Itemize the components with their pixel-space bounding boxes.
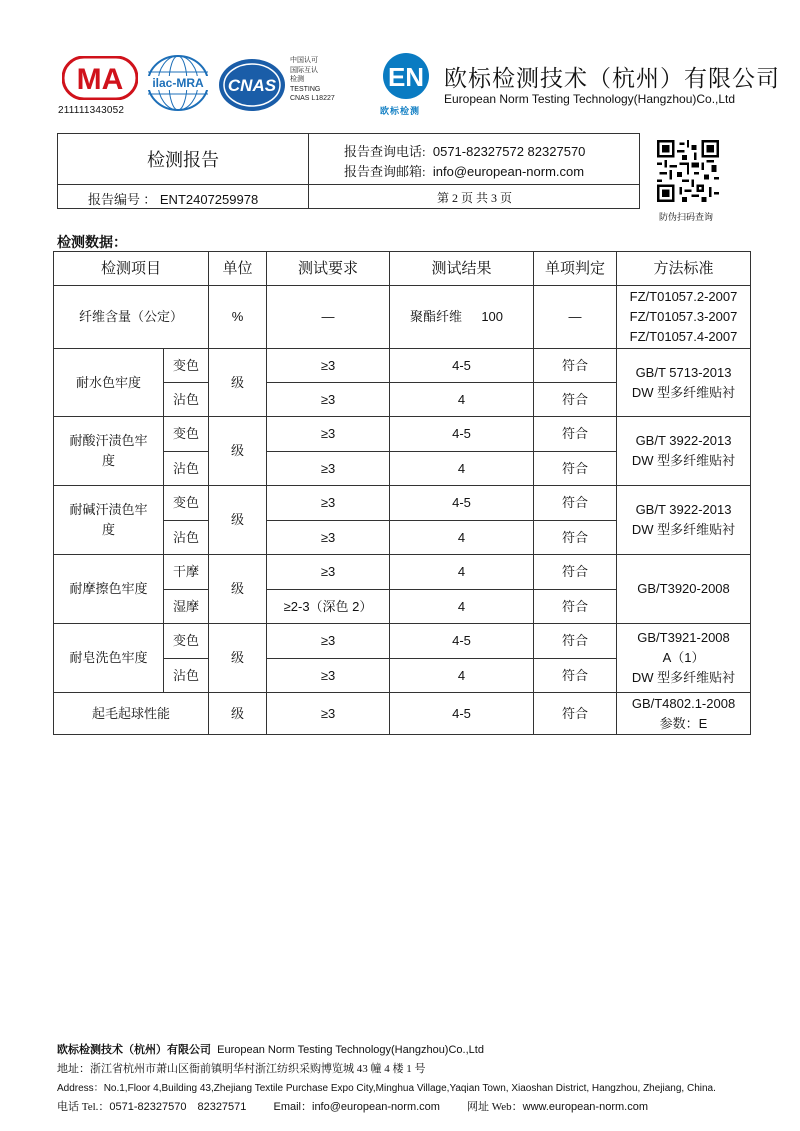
- result-cell: 4: [390, 521, 534, 555]
- footer-company: 欧标检测技术（杭州）有限公司 European Norm Testing Technology(Hangzhou)Co.,Ltd: [57, 1044, 484, 1056]
- table-row: [54, 417, 751, 452]
- sub-item-cell: 变色: [164, 349, 209, 383]
- footer-address-cn: 地址：浙江省杭州市萧山区衙前镇明华村浙江纺织采购博览城 43 幢 4 楼 1 号: [57, 1063, 426, 1075]
- result-cell: 4: [390, 590, 534, 624]
- requirement-cell: ≥3: [267, 486, 390, 521]
- requirement-cell: ≥3: [267, 452, 390, 486]
- sub-item-cell: 湿摩: [164, 590, 209, 624]
- table-header-row: [54, 252, 751, 286]
- section-title: 检测数据：: [57, 236, 127, 251]
- report-query-info: [344, 142, 585, 182]
- requirement-cell: ≥3: [267, 521, 390, 555]
- table-row: [54, 486, 751, 521]
- phone-value: 0571-82327572 82327570: [432, 144, 586, 159]
- report-number-label: 报告编号 ：: [88, 192, 157, 207]
- ilac-mra-logo: [142, 52, 214, 114]
- requirement-cell: ≥3: [267, 417, 390, 452]
- judgement-cell: 符合: [534, 521, 617, 555]
- col-header-requirement: 测试要求: [267, 252, 390, 286]
- sub-item-cell: 干摩: [164, 555, 209, 590]
- report-number-value: ENT2407259978: [159, 192, 259, 207]
- page-footer: [57, 1041, 716, 1117]
- report-number: [88, 189, 258, 208]
- result-cell: 4: [390, 452, 534, 486]
- email-label: 报告查询邮箱:: [344, 164, 426, 179]
- judgement-cell: 符合: [534, 452, 617, 486]
- judgement-cell: 符合: [534, 659, 617, 693]
- requirement-cell: ≥3: [267, 349, 390, 383]
- cma-number: 211111343052: [58, 105, 125, 116]
- company-name-cn: 欧标检测技术（杭州）有限公司: [444, 65, 780, 91]
- unit-cell: %: [209, 286, 267, 349]
- cnas-logo: [217, 56, 287, 114]
- cma-logo-text: MA: [76, 63, 124, 96]
- item-cell: 纤维含量（公定）: [54, 286, 209, 349]
- table-row: [54, 349, 751, 383]
- requirement-cell: —: [267, 286, 390, 349]
- unit-cell: 级: [209, 555, 267, 624]
- result-cell: 4: [390, 555, 534, 590]
- requirement-cell: ≥3: [267, 693, 390, 735]
- requirement-cell: ≥3: [267, 555, 390, 590]
- phone-label: 报告查询电话:: [344, 144, 426, 159]
- svg-text:EN: EN: [387, 62, 425, 92]
- unit-cell: 级: [209, 624, 267, 693]
- judgement-cell: 符合: [534, 486, 617, 521]
- judgement-cell: 符合: [534, 624, 617, 659]
- page-info: 第 2 页 共 3 页: [436, 191, 512, 205]
- method-cell: GB/T3921-2008 A（1） DW 型多纤维贴衬: [617, 624, 751, 693]
- col-header-method: 方法标准: [617, 252, 751, 286]
- judgement-cell: —: [534, 286, 617, 349]
- method-cell: GB/T 3922-2013 DW 型多纤维贴衬: [617, 417, 751, 486]
- item-cell: 耐摩擦色牢度: [54, 555, 164, 624]
- cnas-text: CNAS: [227, 76, 277, 95]
- requirement-cell: ≥3: [267, 624, 390, 659]
- sub-item-cell: 沾色: [164, 452, 209, 486]
- sub-item-cell: 沾色: [164, 383, 209, 417]
- method-cell: GB/T 3922-2013 DW 型多纤维贴衬: [617, 486, 751, 555]
- col-header-judgement: 单项判定: [534, 252, 617, 286]
- report-header-box: [57, 133, 640, 209]
- requirement-cell: ≥3: [267, 659, 390, 693]
- result-cell: 4-5: [390, 486, 534, 521]
- col-header-unit: 单位: [209, 252, 267, 286]
- result-cell: 聚酯纤维 100: [390, 286, 534, 349]
- email-value: info@european-norm.com: [432, 164, 585, 179]
- judgement-cell: 符合: [534, 693, 617, 735]
- result-cell: 4-5: [390, 349, 534, 383]
- judgement-cell: 符合: [534, 590, 617, 624]
- qr-code: [657, 140, 719, 202]
- unit-cell: 级: [209, 349, 267, 417]
- col-header-item: 检测项目: [54, 252, 209, 286]
- method-cell: GB/T 5713-2013 DW 型多纤维贴衬: [617, 349, 751, 417]
- result-cell: 4: [390, 659, 534, 693]
- result-cell: 4-5: [390, 624, 534, 659]
- judgement-cell: 符合: [534, 417, 617, 452]
- table-row: [54, 624, 751, 659]
- ilac-text: ilac-MRA: [152, 76, 204, 90]
- table-row: [54, 555, 751, 590]
- sub-item-cell: 变色: [164, 624, 209, 659]
- en-logo-subtitle: 欧标检测: [380, 106, 421, 116]
- footer-contact: 电话 Tel.：0571-82327570 82327571 Email：info@european-norm.com 网址 Web：www.european-norm.com: [57, 1101, 648, 1113]
- requirement-cell: ≥2-3（深色 2）: [267, 590, 390, 624]
- item-cell: 耐水色牢度: [54, 349, 164, 417]
- sub-item-cell: 沾色: [164, 521, 209, 555]
- judgement-cell: 符合: [534, 383, 617, 417]
- unit-cell: 级: [209, 693, 267, 735]
- result-cell: 4-5: [390, 693, 534, 735]
- sub-item-cell: 变色: [164, 486, 209, 521]
- cma-logo: [62, 56, 138, 100]
- sub-item-cell: 变色: [164, 417, 209, 452]
- judgement-cell: 符合: [534, 349, 617, 383]
- footer-address-en: Address：No.1,Floor 4,Building 43,Zhejiang Textile Purchase Expo City,Minghua Village,Yaqian Town, Xiaoshan District, Hangzhou, Zhejiang, China.: [57, 1083, 716, 1094]
- item-cell: 耐皂洗色牢度: [54, 624, 164, 693]
- sub-item-cell: 沾色: [164, 659, 209, 693]
- cnas-accreditation-text: 中国认可 国际互认 检测 TESTING CNAS L18227: [290, 57, 335, 102]
- result-cell: 4: [390, 383, 534, 417]
- method-cell: GB/T3920-2008: [617, 555, 751, 624]
- method-cell: FZ/T01057.2-2007 FZ/T01057.3-2007 FZ/T01057.4-2007: [617, 286, 751, 349]
- item-cell: 耐酸汗渍色牢 度: [54, 417, 164, 486]
- table-row: [54, 286, 751, 349]
- company-name-en: European Norm Testing Technology(Hangzhou)Co.,Ltd: [444, 92, 736, 106]
- unit-cell: 级: [209, 486, 267, 555]
- unit-cell: 级: [209, 417, 267, 486]
- col-header-result: 测试结果: [390, 252, 534, 286]
- judgement-cell: 符合: [534, 555, 617, 590]
- result-cell: 4-5: [390, 417, 534, 452]
- qr-caption: 防伪扫码查询: [659, 212, 714, 222]
- report-title: 检测报告: [147, 150, 219, 170]
- item-cell: 起毛起球性能: [54, 693, 209, 735]
- method-cell: GB/T4802.1-2008 参数：E: [617, 693, 751, 735]
- item-cell: 耐碱汗渍色牢 度: [54, 486, 164, 555]
- requirement-cell: ≥3: [267, 383, 390, 417]
- table-row: [54, 693, 751, 735]
- test-data-table: [53, 251, 751, 735]
